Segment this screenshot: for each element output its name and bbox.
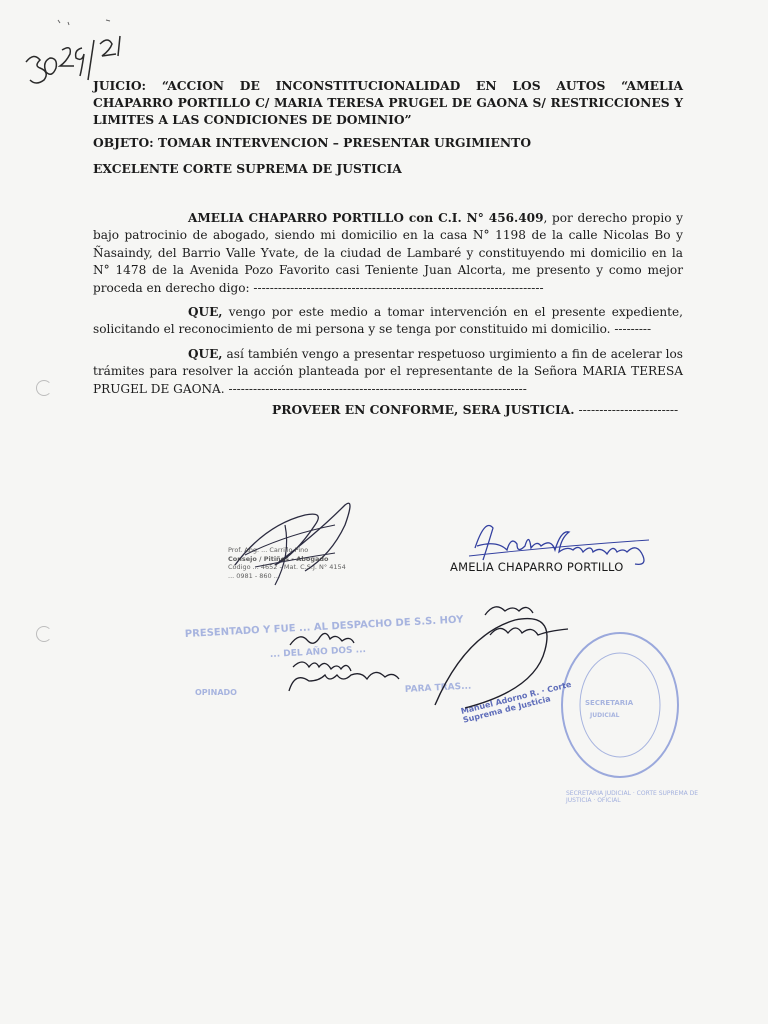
hole-punch-mark [36, 626, 52, 642]
stamp-line-3: PARA TRAS... [404, 681, 472, 695]
hole-punch-mark [36, 380, 52, 396]
que-label: QUE, [188, 346, 223, 361]
svg-text:JUDICIAL: JUDICIAL [590, 712, 620, 719]
stamp-line: Código ... 4652 - Mat. C.S.J. N° 4154 [228, 563, 346, 571]
handwritten-notes [285, 595, 615, 715]
paragraph-1-text: , por derecho propio y bajo patrocinio de abogado, siendo mi domicilio en la casa N° 1198 de la calle Nicolas Bo y Ñasaindy, del Barrio Valle Yvate, de la ciudad de Lambaré y constituyendo mi domicilio en la N° 1478 de la Avenida Pozo Favorito casi Teniente Juan Alcorta, me presento y como mejor proceda en derecho digo: ----------------------------------------------------------------------- [93, 211, 683, 295]
svg-text:SECRETARIA: SECRETARIA [585, 699, 634, 707]
stamp-line-2: ... DEL AÑO DOS ... [269, 644, 367, 660]
client-name: AMELIA CHAPARRO PORTILLO [450, 560, 624, 574]
stamp-line: ... 0981 - 860 ... [228, 571, 280, 580]
paragraph-1 [93, 210, 683, 297]
closing-line [272, 402, 678, 417]
petitioner-name: AMELIA CHAPARRO PORTILLO con C.I. N° 456.409 [188, 211, 544, 225]
stamp-secretary: Manuel Adorno R. · Corte Suprema de Justicia [459, 679, 573, 725]
paragraph-3 [93, 346, 683, 398]
stamp-line-1: PRESENTADO Y FUE ... AL DESPACHO DE S.S. HOY [184, 614, 464, 640]
stamp-circle-text: SECRETARIA JUDICIAL · CORTE SUPREMA DE JUSTICIA · OFICIAL [566, 790, 699, 804]
objeto-line: OBJETO: TOMAR INTERVENCION – PRESENTAR URGIMIENTO [93, 135, 532, 150]
closing-dashes: ------------------------ [574, 403, 679, 417]
paragraph-2 [93, 304, 683, 339]
lawyer-stamp [228, 546, 388, 580]
svg-text:OPINADO: OPINADO [195, 688, 237, 697]
document-body [93, 210, 683, 405]
stamp-line: Consejo / Pitiñes - Abogado [228, 554, 329, 563]
que-label: QUE, [188, 305, 223, 320]
closing-text: PROVEER EN CONFORME, SERA JUSTICIA. [272, 402, 575, 417]
stamp-line: Prof. Abg. ... Carrillo Pino [228, 546, 309, 554]
addressee-line: EXCELENTE CORTE SUPREMA DE JUSTICIA [93, 161, 402, 176]
case-heading [93, 77, 683, 128]
paragraph-3-text: así también vengo a presentar respetuoso urgimiento a fin de acelerar los trámites para resolver la acción planteada por el representante de la Señora MARIA TERESA PRUGEL DE GAONA. ------------------------------------------------------------------------- [93, 346, 683, 396]
paragraph-2-text: vengo por este medio a tomar intervención en el presente expediente, solicitando el reconocimiento de mi persona y se tenga por constituido mi domicilio. --------- [93, 305, 683, 337]
juicio-title: JUICIO: “ACCION DE INCONSTITUCIONALIDAD EN LOS AUTOS “AMELIA CHAPARRO PORTILLO C/ MARIA TERESA PRUGEL DE GAONA S/ RESTRICCIONES Y LIMITES A LAS CONDICIONES DE DOMINIO” [93, 78, 683, 127]
